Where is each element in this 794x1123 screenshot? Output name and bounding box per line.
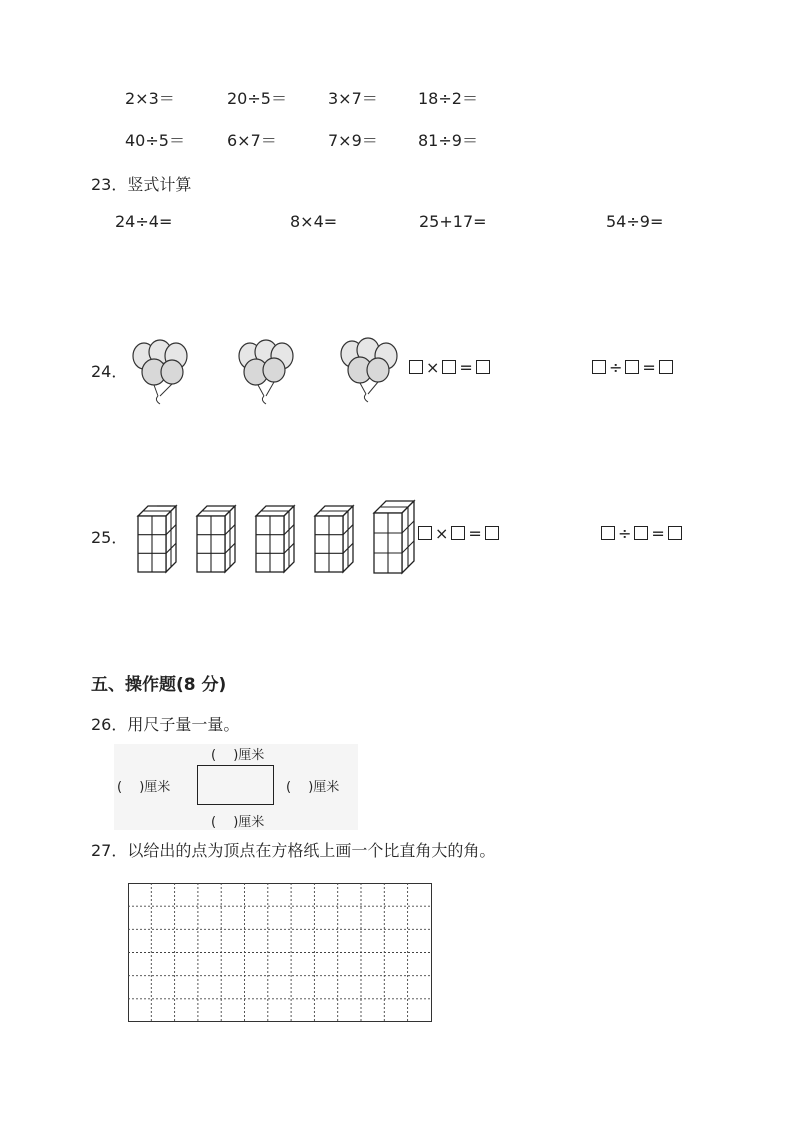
answer-box[interactable] — [659, 360, 673, 374]
answer-box[interactable] — [668, 526, 682, 540]
answer-box[interactable] — [418, 526, 432, 540]
measure-label-left: ( )厘米 — [117, 780, 171, 795]
cube-stack-icon — [195, 500, 237, 576]
multiplication-equation — [418, 524, 499, 543]
question-number: 23． — [91, 175, 128, 194]
answer-box[interactable] — [625, 360, 639, 374]
divide-sign: ÷ — [609, 358, 623, 377]
answer-box[interactable] — [601, 526, 615, 540]
question-title: 竖式计算 — [127, 175, 192, 194]
answer-box[interactable] — [634, 526, 648, 540]
question-title: 用尺子量一量。 — [127, 715, 240, 734]
answer-box[interactable] — [442, 360, 456, 374]
equals-sign: = — [468, 524, 482, 543]
q23-items — [0, 212, 794, 232]
answer-box[interactable] — [476, 360, 490, 374]
answer-box[interactable] — [485, 526, 499, 540]
q23-heading — [91, 172, 191, 195]
question-number: 27． — [91, 841, 128, 860]
vertical-calc-item: 25+17= — [419, 212, 487, 231]
q26-heading — [91, 712, 239, 735]
oral-item: 20÷5＝ — [227, 89, 287, 108]
multiply-sign: × — [435, 524, 449, 543]
division-equation — [601, 524, 682, 543]
section-title: 五、操作题(8 分) — [91, 675, 227, 695]
cube-stack-icon — [313, 500, 355, 576]
cube-stack-icon — [254, 500, 296, 576]
vertical-calc-item: 54÷9= — [606, 212, 664, 231]
division-equation — [592, 358, 673, 377]
q27-heading — [91, 838, 495, 861]
vertical-calc-item: 8×4= — [290, 212, 338, 231]
vertical-calc-item: 24÷4= — [115, 212, 173, 231]
equals-sign: = — [459, 358, 473, 377]
oral-item: 6×7＝ — [227, 131, 277, 150]
oral-row-2 — [0, 128, 794, 148]
question-number: 25． — [91, 528, 128, 547]
answer-box[interactable] — [451, 526, 465, 540]
divide-sign: ÷ — [618, 524, 632, 543]
cube-stack-icon — [372, 497, 416, 577]
question-number: 26． — [91, 715, 128, 734]
answer-box[interactable] — [592, 360, 606, 374]
multiplication-equation — [409, 358, 490, 377]
oral-item: 81÷9＝ — [418, 131, 478, 150]
balloon-group-icon — [130, 340, 202, 406]
cube-stack-icon — [136, 500, 178, 576]
oral-item: 7×9＝ — [328, 131, 378, 150]
grid-paper[interactable] — [128, 883, 432, 1022]
equals-sign: = — [642, 358, 656, 377]
measure-label-right: ( )厘米 — [286, 780, 340, 795]
measure-rectangle — [197, 765, 274, 805]
question-title: 以给出的点为顶点在方格纸上画一个比直角大的角。 — [127, 841, 496, 860]
balloon-group-icon — [236, 340, 308, 406]
multiply-sign: × — [426, 358, 440, 377]
answer-box[interactable] — [409, 360, 423, 374]
measure-label-bottom: ( )厘米 — [211, 815, 265, 830]
oral-item: 18÷2＝ — [418, 89, 478, 108]
oral-item: 2×3＝ — [125, 89, 175, 108]
equals-sign: = — [651, 524, 665, 543]
balloon-group-icon — [338, 338, 410, 404]
oral-row-1 — [0, 86, 794, 106]
measure-label-top: ( )厘米 — [211, 748, 265, 763]
question-number: 24． — [91, 362, 128, 381]
oral-item: 3×7＝ — [328, 89, 378, 108]
oral-item: 40÷5＝ — [125, 131, 185, 150]
